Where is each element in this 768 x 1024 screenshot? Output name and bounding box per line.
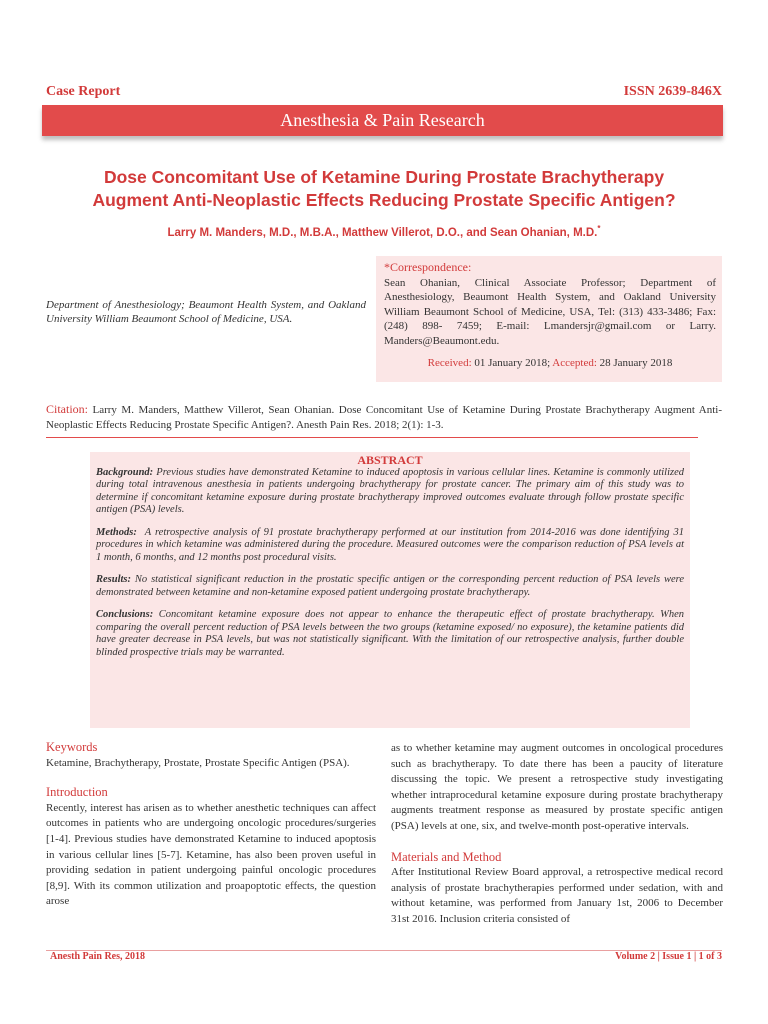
citation-text: Larry M. Manders, Matthew Villerot, Sean Ohanian. Dose Concomitant Use of Ketamine During Prostate Brachytherapy Augment Anti-Neoplastic Effects Reducing Prostate Specific Antigen?. Anesth Pain Res. 2018; 2(1): 1-3. xyxy=(46,404,722,431)
introduction-text: Recently, interest has arisen as to whether anesthetic techniques can affect outcomes in patients who are undergoing oncologic procedures/surgeries [1-4]. Previous studies have demonstrated Ketamine to induced apoptosis in various cellular lines [5-7]. Ketamine, has also been proven useful in providing sedation in patient undergoing painful oncologic procedures [8,9]. With its common utilization and proapoptotic effects, the question arose xyxy=(46,801,376,908)
footer-journal: Anesth Pain Res, 2018 xyxy=(50,951,146,962)
background-label: Background: xyxy=(96,466,154,478)
citation xyxy=(46,402,722,432)
conclusions-text: Concomitant ketamine exposure does not appear to enhance the therapeutic effect of prostate brachytherapy. When comparing the overall percent reduction of PSA levels between the two groups (ketamine exposed/ no exposure), the ketamine patients did have greater decrease in PSA levels, but was not statistically significant. With the limitation of our retrospective analysis, further double blinded prospective trials may be warranted. xyxy=(96,609,685,658)
author-list: Larry M. Manders, M.D., M.B.A., Matthew Villerot, D.O., and Sean Ohanian, M.D. xyxy=(167,226,598,239)
dates xyxy=(384,356,716,371)
correspondence-body: Sean Ohanian, Clinical Associate Professor; Department of Anesthesiology, Beaumont Health System, and Oakland University William Beaumont School of Medicine, USA, Tel: (313) 433-3486; Fax: (248) 898- 7459; E-mail: Lmandersjr@gmail.com or Larry. Manders@Beaumont.edu. xyxy=(384,276,716,347)
authors xyxy=(40,224,728,239)
corresponding-mark: * xyxy=(597,224,601,233)
article-type: Case Report xyxy=(46,84,121,99)
divider xyxy=(46,437,698,438)
footer-page-info: Volume 2 | Issue 1 | 1 of 3 xyxy=(615,951,722,962)
left-column xyxy=(46,740,376,910)
methods-label: Methods: xyxy=(96,526,137,538)
abstract-results xyxy=(96,574,684,599)
conclusions-label: Conclusions: xyxy=(96,609,154,620)
correspondence-box xyxy=(376,256,722,382)
abstract-box xyxy=(90,452,690,728)
accepted-date: 28 January 2018 xyxy=(599,357,673,369)
received-date: 01 January 2018; xyxy=(474,357,551,369)
results-text: No statistical significant reduction in the prostatic specific antigen or the corresponding percent reduction of PSA levels were demonstrated between ketamine and non-ketamine exposed patient undergoing prostate brachytherapy. xyxy=(96,574,684,598)
keywords-text: Ketamine, Brachytherapy, Prostate, Prostate Specific Antigen (PSA). xyxy=(46,756,350,769)
abstract-methods xyxy=(96,527,684,565)
abstract-conclusions xyxy=(96,609,684,659)
received-label: Received: xyxy=(427,357,472,369)
background-text: Previous studies have demonstrated Ketamine to induced apoptosis in various cellular lines. Ketamine is commonly utilized during total intravenous anesthesia in patients undergoing brachytherapy for prostate cancer. The primary aim of this study was to determine if concomitant ketamine exposure during prostate brachytherapy improved outcomes evaluate through follow prostate specific antigen (PSA) levels. xyxy=(96,466,684,515)
top-line xyxy=(46,84,722,102)
article-title xyxy=(40,166,728,212)
abstract-background xyxy=(96,467,684,517)
abstract-heading: ABSTRACT xyxy=(357,453,423,467)
title-line-1: Dose Concomitant Use of Ketamine During Prostate Brachytherapy xyxy=(103,167,665,187)
affiliation: Department of Anesthesiology; Beaumont Health System, and Oakland University William Beaumont School of Medicine, USA. xyxy=(46,299,366,325)
keywords-heading: Keywords xyxy=(46,740,98,754)
introduction-heading: Introduction xyxy=(46,785,108,800)
materials-text: After Institutional Review Board approval, a retrospective medical record analysis of prostate brachytherapies performed under sedation, with and without ketamine, was performed from January 1st, 2006 to December 31st 2016. Inclusion criteria consisted of xyxy=(391,866,723,925)
accepted-label: Accepted: xyxy=(552,357,597,369)
citation-label: Citation: xyxy=(46,402,88,416)
issn: ISSN 2639-846X xyxy=(623,84,722,99)
introduction-continued: as to whether ketamine may augment outcomes in oncological procedures such as brachytherapy. To date there has been a paucity of literature discussing the topic. We present a retrospective study investigating whether intraprocedural ketamine exposure during prostate brachytherapy augments treatment response as measured by prostate specific antigen (PSA) levels at one, six, and twelve-month post-operative intervals. xyxy=(391,742,723,832)
title-line-2: Augment Anti-Neoplastic Effects Reducing Prostate Specific Antigen? xyxy=(92,190,676,210)
methods-text: A retrospective analysis of 91 prostate brachytherapy performed at our institution from 2014-2016 was done identifying 31 procedures in which ketamine was administered during the procedure. Measured outcomes were the comparison reduction of PSA levels at 1 month, 6 months, and 12 months post procedural visits. xyxy=(96,526,684,563)
journal-banner: Anesthesia & Pain Research xyxy=(42,105,723,136)
materials-heading: Materials and Method xyxy=(391,849,502,864)
correspondence-heading: *Correspondence: xyxy=(384,260,472,274)
results-label: Results: xyxy=(96,574,132,585)
page-footer xyxy=(46,950,722,965)
right-column xyxy=(391,741,723,928)
